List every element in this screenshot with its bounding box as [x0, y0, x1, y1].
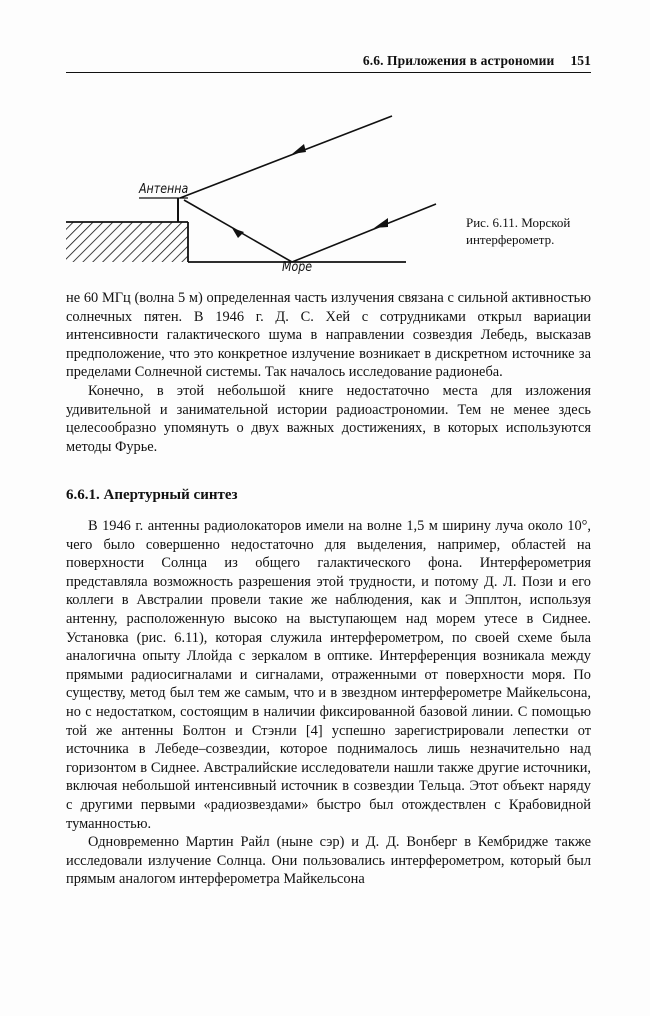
antenna-label: Антенна	[139, 182, 189, 197]
paragraph-1: не 60 МГц (волна 5 м) определенная часть излучения связана с сильной активностью солнечных пятен. В 1946 г. Д. С. Хей с сотрудниками открыл вариации интенсивности галактического шума в направлении созвездия Лебедь, высказав предположение, что это конкретное излучение возникает в дискретном источнике за пределами Солнечной системы. Так началось исследование радионеба.	[66, 290, 591, 381]
paragraph-4: Одновременно Мартин Райл (ныне сэр) и Д. Д. Вонберг в Кембридже также исследовали излучение Солнца. Они пользовались интерферометром, который был прямым аналогом интерферометра Майкельсона	[66, 834, 591, 888]
body-text-section	[66, 517, 591, 889]
reflected-ray-arrow-out	[232, 228, 244, 238]
figure-sea-interferometer	[66, 110, 596, 282]
direct-ray	[180, 116, 392, 198]
figure-caption: Рис. 6.11. Морской интерферометр.	[466, 215, 571, 247]
running-head	[66, 53, 591, 73]
section-title: 6.6.1. Апертурный синтез	[66, 487, 238, 503]
page-number: 151	[570, 53, 591, 68]
direct-ray-arrow	[292, 144, 306, 154]
reflected-ray-incoming	[292, 204, 436, 262]
paragraph-3: В 1946 г. антенны радиолокаторов имели на волне 1,5 м ширину луча около 10°, чего было совершенно недостаточно для выделения, например, областей на поверхности Солнца из общего галактического фона. Интерферометрия представляла возможность разрешения этой трудности, и потому Д. Л. Пози и его коллеги в Австралии провели такие же наблюдения, как и Эпплтон, используя антенну, расположенную высоко на выступающем над морем утесе в Сиднее. Установка (рис. 6.11), которая служила интерферометром, по своей схеме была аналогична опыту Ллойда с зеркалом в оптике. Интерференция возникала между прямыми радиосигналами и сигналами, отраженными от поверхности моря. По существу, метод был тем же самым, что и в звездном интерферометре Майкельсона, но с недостатком, состоящим в наличии фиксированной базовой линии. С помощью той же антенны Болтон и Стэнли [4] успешно зарегистрировали лепестки от источника в Лебеде–созвездии, которое поднималось лишь незначительно над горизонтом в Сиднее. Австралийские исследователи нашли также другие источники, включая небольшой интенсивный источник в созвездии Тельца. Этот объект наряду с другими первыми «радиозвездами» быстро был отождествлен с Крабовидной туманностью.	[66, 518, 591, 832]
running-head-section: 6.6. Приложения в астрономии	[362, 53, 555, 68]
cliff-hatching	[66, 222, 188, 262]
paragraph-2: Конечно, в этой небольшой книге недостаточно места для изложения удивительной и занимательной истории радиоастрономии. Тем не менее здесь целесообразно упомянуть о двух важных достижениях, в которых используются методы Фурье.	[66, 382, 591, 455]
reflected-ray-arrow-in	[374, 218, 388, 228]
body-text-top	[66, 289, 591, 456]
sea-label: Море	[282, 260, 313, 275]
